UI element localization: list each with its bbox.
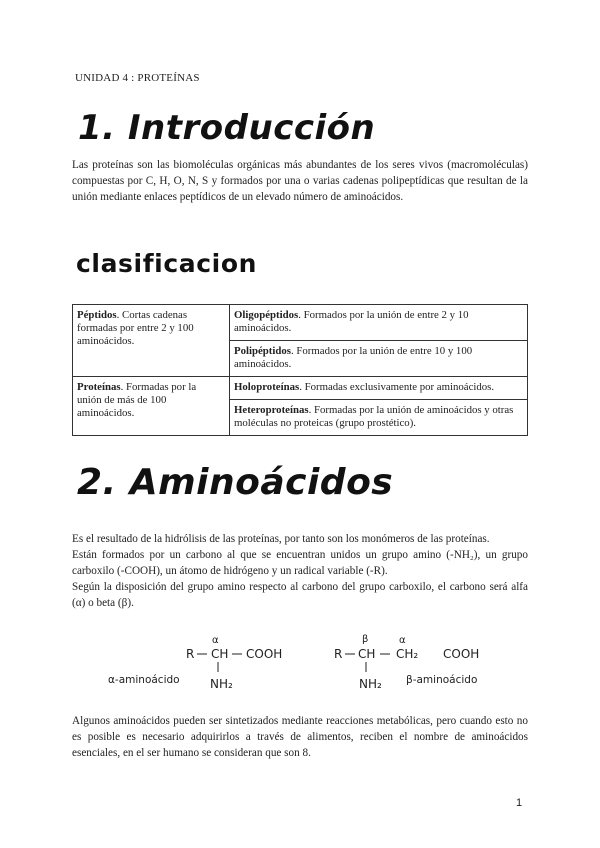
term-proteinas: Proteínas — [77, 381, 121, 393]
aminoacid-structure-figure — [108, 626, 492, 696]
aminoacidos-text-3: Según la disposición del grupo amino respecto al carbono del grupo carboxilo, el carbono será alfa (α) o beta (β). — [72, 581, 528, 609]
aminoacidos-paragraph — [72, 531, 528, 611]
term-holoproteinas: Holoproteínas — [234, 381, 300, 393]
desc-oligopeptidos: . Formados por la unión de entre 2 y 10 aminoácidos. — [234, 309, 469, 334]
structure-diagram — [108, 626, 492, 696]
desc-heteroproteinas: . Formadas por la unión de aminoácidos y otras moléculas no proteicas (grupo prostético). — [234, 404, 514, 429]
beta-alpha-greek-label: α — [399, 635, 406, 646]
term-oligopeptidos: Oligopéptidos — [234, 309, 299, 321]
table-cell-peptidos — [73, 305, 230, 377]
table-cell-holoproteinas — [230, 377, 528, 400]
desc-peptidos: . Cortas cadenas formadas por entre 2 y 100 aminoácidos. — [77, 309, 194, 347]
table-cell-proteinas — [73, 377, 230, 436]
table-row — [73, 305, 528, 341]
section-title-introduccion: 1. Introducción — [78, 108, 376, 148]
beta-R: R — [334, 647, 343, 661]
alpha-greek-label: α — [212, 635, 219, 646]
table-cell-heteroproteinas — [230, 400, 528, 436]
beta-CH: CH — [358, 647, 376, 661]
aminoacidos-text-1: Es el resultado de la hidrólisis de las proteínas, por tanto son los monómeros de las proteínas. — [72, 533, 490, 545]
alpha-CH: CH — [211, 647, 229, 661]
alpha-aminoacido-label: α-aminoácido — [108, 674, 180, 686]
beta-greek-label: β — [362, 634, 369, 645]
aminoacidos-text-2: Están formados por un carbono al que se encuentran unidos un grupo amino (-NH₂), un grupo carboxilo (-COOH), un átomo de hidrógeno y un radical variable (-R). — [72, 549, 528, 577]
intro-text: Las proteínas son las biomoléculas orgánicas más abundantes de los seres vivos (macromoléculas) compuestas por C, H, O, N, S y formados por una o varias cadenas polipeptídicas que resultan de la unión mediante enlaces peptídicos de un elevado número de aminoácidos. — [72, 159, 528, 203]
desc-polipeptidos: . Formados por la unión de entre 10 y 100 aminoácidos. — [234, 345, 473, 370]
term-peptidos: Péptidos — [77, 309, 117, 321]
alpha-NH2: NH₂ — [210, 677, 233, 691]
desc-proteinas: . Formadas por la unión de más de 100 aminoácidos. — [77, 381, 197, 419]
section-title-aminoacidos: 2. Aminoácidos — [77, 462, 394, 503]
beta-COOH: COOH — [443, 647, 480, 661]
esenciales-text: Algunos aminoácidos pueden ser sintetizados mediante reacciones metabólicas, pero cuando esto no es posible es necesario adquirirlos a través de alimentos, reciben el nombre de aminoácidos esenciales, en el ser humano se consideran que son 8. — [72, 715, 528, 759]
beta-NH2: NH₂ — [359, 677, 382, 691]
section-title-clasificacion: clasificacion — [76, 249, 258, 278]
table-cell-polipeptidos — [230, 341, 528, 377]
beta-CH2: CH₂ — [396, 647, 419, 661]
term-heteroproteinas: Heteroproteínas — [234, 404, 309, 416]
esenciales-paragraph — [72, 713, 528, 761]
beta-aminoacido-label: β-aminoácido — [406, 674, 478, 686]
table-row — [73, 377, 528, 400]
unit-header: UNIDAD 4 : PROTEÍNAS — [75, 72, 200, 84]
table-cell-oligopeptidos — [230, 305, 528, 341]
alpha-COOH: COOH — [246, 647, 283, 661]
desc-holoproteinas: . Formadas exclusivamente por aminoácidos. — [299, 381, 495, 393]
intro-paragraph — [72, 157, 528, 205]
term-polipeptidos: Polipéptidos — [234, 345, 291, 357]
page-number: 1 — [516, 797, 523, 809]
alpha-R: R — [186, 647, 195, 661]
classification-table — [72, 304, 528, 436]
